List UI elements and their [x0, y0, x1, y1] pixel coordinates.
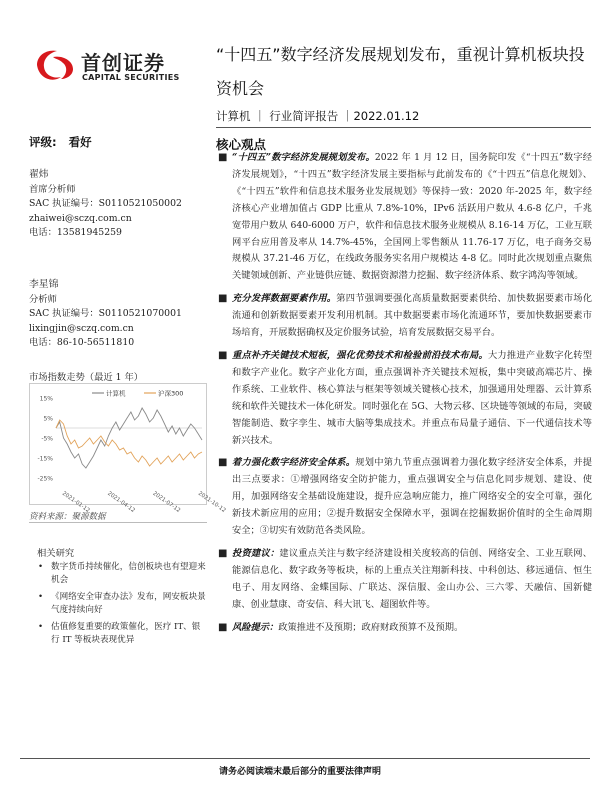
- footer-divider: [20, 758, 590, 759]
- related-research-heading: 相关研究: [37, 548, 75, 559]
- rating: [29, 134, 92, 150]
- x-tick-label: 2021-07-12: [151, 490, 182, 514]
- left-divider: [29, 522, 207, 523]
- analyst-sac: SAC 执证编号：S0110521070001: [29, 308, 182, 320]
- y-tick-label: 15%: [39, 395, 53, 403]
- index-chart-source: 资料来源：聚源数据: [29, 512, 106, 522]
- bullet-text: 第四节强调要强化高质量数据要素供给、加快数据要素市场化流通和创新数据要素开发利用机制。其中数据要素市场化流通环节，要加快数据要素市场培育，开展数据确权及定价服务试验，培育发展数据交易平台。: [232, 293, 593, 339]
- list-item: [216, 291, 592, 342]
- bullet-text: 2022 年 1 月 12 日，国务院印发《“十四五”数字经济发展规划》，“十四五”数字经济发展主要指标与此前发布的《“十四五”信息化规划》、《“十四五”软件和信息技术服务业发展规划》等保持一致：2020 年-2025 年，数字经济核心产业增加值占 GDP 比重从 7.8%-10%，IPv6 活跃用户数从 4.6-8 亿户，千兆宽带用户数从 640-6000 万户，软件和信息技术服务业规模从 8.16-14 万亿，工业互联网平台应用普及率从 14.7%-45%，全国网上零售额从 11.76-17 万亿，电子商务交易规模从 37.21-46 万亿，在线政务服务实名用户规模达 4-8 亿。同时此次规划重点聚焦关键领域创新、产业链供应链、数据资源潜力挖掘、数字经济体系、数字鸿沟等领域。: [232, 152, 593, 282]
- company-logo: [33, 47, 203, 87]
- bullet-lead: “十四五”数字经济发展规划发布。: [232, 152, 375, 163]
- series-line-1: [56, 420, 202, 466]
- x-tick-label: 2021-01-12: [60, 490, 91, 514]
- bullet-text: 政策推进不及预期；政府财政预算不及预期。: [278, 621, 464, 633]
- bullet-icon: ■: [218, 293, 228, 305]
- header-divider: [216, 127, 591, 128]
- analyst-name: 翟炜: [29, 169, 49, 180]
- analyst-email-link[interactable]: lixingjin@sczq.com.cn: [29, 322, 134, 334]
- bullet-text: 大力推进产业数字化转型和数字产业化。数字产业化方面，重点强调补齐关键技术短板，集中突破高端芯片、操作系统、工业软件、核心算法与框架等领域关键核心技术，加强通用处理器、云计算系统和软件关键技术一体化研发。同时强化在 5G、大物云移、区块链等领域的布局，突破智能制造、数字孪生、城市大脑等集成技术。并重点布局量子通信、下一代通信技术等新兴技术。: [232, 349, 592, 446]
- analyst-card: [29, 168, 209, 241]
- bullet-lead: 着力强化数字经济安全体系。: [232, 457, 356, 469]
- report-meta: 计算机 ｜ 行业简评报告 ｜2022.01.12: [216, 109, 420, 123]
- bullet-text: 建议重点关注与数字经济建设相关度较高的信创、网络安全、工业互联网、能源信息化、数字政务等板块，标的上重点关注翔新科技、中科创达、移远通信、恒生电子、用友网络、金蝶国际、广联达、深信服、金山办公、三六零、天融信、国新健康、创业慧康、奇安信、科大讯飞、超图软件等。: [232, 547, 593, 610]
- legend-label: 沪深300: [158, 389, 184, 398]
- analyst-name: 李星锦: [29, 279, 59, 290]
- x-tick-label: 2021-04-12: [106, 490, 136, 514]
- analyst-phone: 电话：13581945259: [29, 227, 122, 239]
- related-research-link[interactable]: • 《网络安全审查办法》发布，网安板块景气度持续向好: [35, 591, 207, 617]
- y-tick-label: -15%: [37, 455, 53, 463]
- bullet-lead: 风险提示：: [232, 621, 279, 633]
- index-chart-frame: [29, 383, 227, 514]
- legend-label: 计算机: [106, 389, 126, 398]
- analyst-email-link[interactable]: zhaiwei@sczq.com.cn: [29, 212, 132, 224]
- logo-chinese-name: 首创证券: [81, 51, 165, 75]
- bullet-text: 规划中第九节重点强调着力强化数字经济安全体系，并提出三点要求：①增强网络安全防护能力，重点强调安全与信息化同步规划、建设、使用，加强网络安全基础设施建设，提升应急响应能力，推广网络安全的安全可靠，强化新技术新应用的应用；②提升数据安全保障水平，强调在挖掘数据价值时的全生命周期安全；③切实有效防范各类风险。: [232, 457, 593, 537]
- bullet-icon: ■: [218, 152, 228, 163]
- bullet-lead: 投资建议：: [232, 547, 280, 559]
- rating-value: 看好: [68, 135, 92, 149]
- related-research-list: [35, 561, 207, 651]
- list-item: [216, 150, 592, 285]
- bullet-icon: ■: [218, 547, 228, 559]
- bullet-lead: 充分发挥数据要素作用。: [232, 293, 337, 305]
- x-tick-label: 2021-10-12: [196, 490, 227, 514]
- logo-english-name: CAPITAL SECURITIES: [82, 73, 180, 82]
- rating-label: 评级:: [29, 135, 57, 149]
- y-tick-label: 5%: [43, 415, 53, 423]
- index-trend-chart: [30, 384, 227, 514]
- capital-securities-logo-icon: [33, 47, 77, 83]
- index-chart-title: 市场指数走势（最近 1 年）: [29, 372, 144, 383]
- list-item: [216, 620, 592, 637]
- bullet-icon: ■: [218, 349, 228, 361]
- analyst-role: 分析师: [29, 293, 57, 305]
- report-title: “十四五”数字经济发展规划发布，重视计算机板块投资机会: [216, 45, 585, 98]
- analyst-card: [29, 278, 209, 351]
- series-line-0: [56, 408, 202, 468]
- bullet-icon: ■: [218, 621, 228, 633]
- list-item: [216, 348, 592, 449]
- analyst-role: 首席分析师: [29, 183, 76, 195]
- y-tick-label: -25%: [37, 475, 53, 483]
- related-research-link[interactable]: • 数字货币持续催化，信创板块也有望迎来机会: [35, 561, 207, 587]
- y-tick-label: -5%: [41, 435, 53, 443]
- bullet-icon: ■: [218, 457, 228, 469]
- list-item: [216, 455, 592, 540]
- analyst-sac: SAC 执证编号：S0110521050002: [29, 198, 182, 210]
- core-views-list: [216, 150, 592, 642]
- bullet-lead: 重点补齐关键技术短板，强化优势技术和检验前沿技术布局。: [232, 349, 488, 361]
- related-research-link[interactable]: • 估值修复重要的政策催化，医疗 IT、银行 IT 等板块表现优异: [35, 621, 207, 647]
- core-views-heading: 核心观点: [216, 137, 267, 152]
- analyst-phone: 电话：86-10-56511810: [29, 337, 135, 349]
- legal-notice: 请务必阅读端末最后部分的重要法律声明: [218, 767, 381, 777]
- list-item: [216, 546, 592, 614]
